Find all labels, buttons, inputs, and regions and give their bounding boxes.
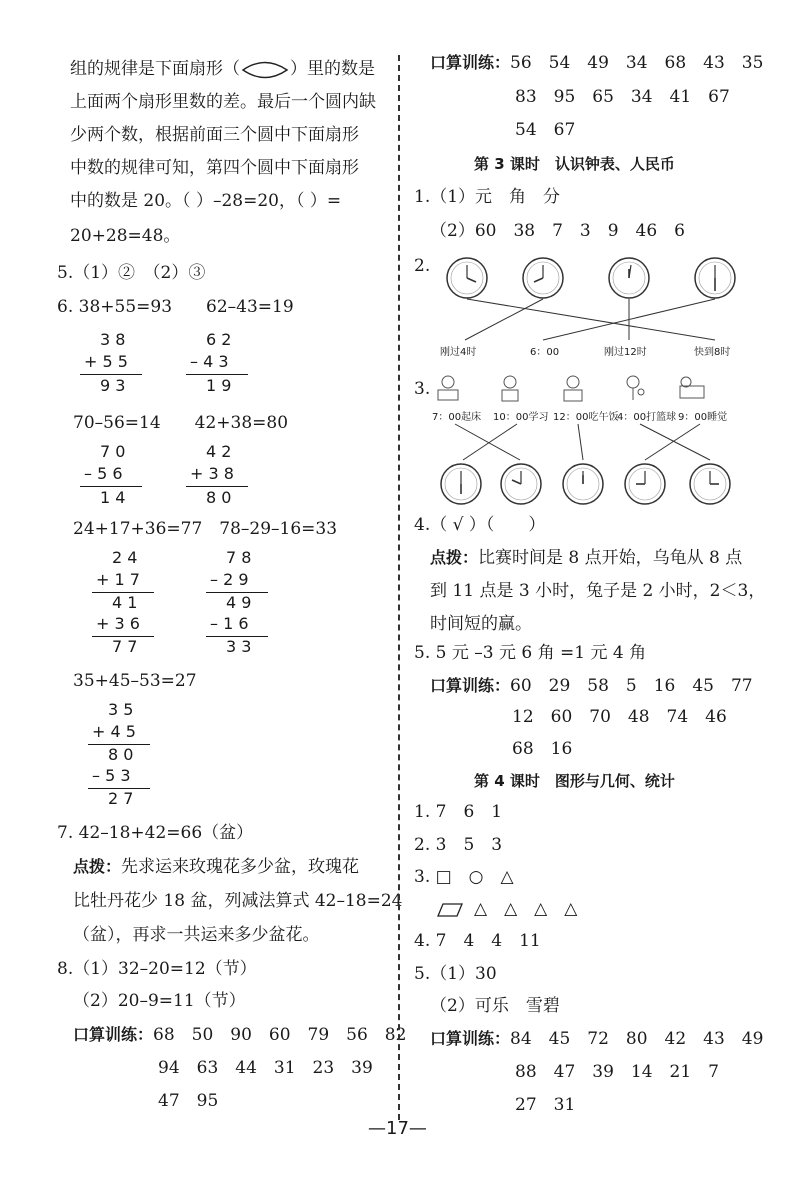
answer-6-title: 6. 38+55=93 62–43=19 bbox=[57, 297, 294, 317]
lesson-3-heading: 第 3 课时 认识钟表、人民币 bbox=[474, 155, 675, 173]
person-studying-icon bbox=[502, 376, 518, 401]
q3-clock-matching bbox=[425, 422, 745, 512]
vertical-calc-2: 6 2 – 4 3 1 9 bbox=[186, 330, 256, 400]
fan-shape-icon bbox=[240, 59, 290, 81]
vertical-calc-7: 3 5 + 4 5 8 0 – 5 3 2 7 bbox=[88, 700, 158, 810]
para-line-3: 少两个数，根据前面三个圆中下面扇形 bbox=[70, 125, 359, 145]
answer-8-1: 8.（1）32–20=12（节） bbox=[57, 959, 257, 979]
person-eating-icon bbox=[564, 376, 582, 401]
clock-icon bbox=[523, 258, 563, 298]
r-answer-2-num: 2. bbox=[414, 256, 431, 276]
r-answer-4: 4.（ √ ）（ ） bbox=[414, 515, 546, 535]
clock-icon bbox=[625, 464, 665, 504]
column-divider bbox=[398, 55, 400, 1120]
g-answer-1: 1. 7 6 1 bbox=[414, 802, 503, 822]
vertical-calc-1: 3 8 + 5 5 9 3 bbox=[80, 330, 150, 400]
clock-icon bbox=[447, 258, 487, 298]
g-answer-4: 4. 7 4 4 11 bbox=[414, 931, 541, 951]
oral-bot-line-2: 88 47 39 14 21 7 bbox=[515, 1062, 719, 1082]
r-answer-1-2: （2）60 38 7 3 9 46 6 bbox=[430, 221, 685, 241]
answer-8-2: （2）20–9=11（节） bbox=[73, 991, 246, 1011]
oral-left-line-2: 94 63 44 31 23 39 bbox=[158, 1058, 373, 1078]
answer-5: 5.（1）② （2）③ bbox=[57, 263, 206, 283]
tip-label: 点拨： bbox=[73, 857, 122, 876]
g-answer-5-1: 5.（1）30 bbox=[414, 964, 497, 984]
page-number: —17— bbox=[368, 1118, 427, 1139]
oral-left-line-3: 47 95 bbox=[158, 1091, 219, 1111]
g-answer-3: 3. □ ○ △ bbox=[414, 867, 514, 887]
oral-mid-line-2: 12 60 70 48 74 46 bbox=[512, 707, 727, 727]
g-answer-2: 2. 3 5 3 bbox=[414, 835, 503, 855]
q3-label-1: 7：00起床 bbox=[432, 412, 482, 423]
r-answer-4-tip-line-3: 时间短的赢。 bbox=[430, 614, 532, 634]
person-waking-icon bbox=[438, 376, 458, 400]
clock-icon bbox=[501, 464, 541, 504]
oral-training-left: 口算训练：68 50 90 60 79 56 82 bbox=[73, 1025, 407, 1045]
person-sleeping-icon bbox=[680, 377, 704, 398]
vertical-calc-3: 7 0 – 5 6 1 4 bbox=[80, 442, 150, 512]
answer-7-tip-line-2: 比牡丹花少 18 盆，列减法算式 42–18=24 bbox=[73, 891, 403, 911]
clock-icon bbox=[563, 464, 603, 504]
q3-label-4: 4：00打篮球 bbox=[617, 412, 677, 423]
lesson-4-heading: 第 4 课时 图形与几何、统计 bbox=[474, 772, 675, 790]
answer-7-tip-line-3: （盆），再求一共运来多少盆花。 bbox=[73, 925, 320, 945]
r-answer-4-tip-line-2: 到 11 点是 3 小时，兔子是 2 小时，2＜3， bbox=[430, 581, 766, 601]
q3-label-2: 10：00学习 bbox=[493, 412, 549, 423]
answer-6-line-3: 24+17+36=77 78–29–16=33 bbox=[73, 519, 338, 539]
answer-7: 7. 42–18+42=66（盆） bbox=[57, 823, 254, 843]
r-answer-4-tip-line-1: 点拨：比赛时间是 8 点开始，乌龟从 8 点 bbox=[430, 548, 743, 568]
oral-label: 口算训练： bbox=[73, 1025, 154, 1044]
oral-top-line-2: 83 95 65 34 41 67 bbox=[515, 87, 730, 107]
q2-label-4: 快到8时 bbox=[694, 347, 731, 358]
clock-icon bbox=[609, 258, 649, 298]
oral-bot-line-3: 27 31 bbox=[515, 1095, 576, 1115]
g-answer-3b: △ △ △ △ bbox=[436, 898, 577, 920]
q2-label-1: 刚过4时 bbox=[440, 347, 477, 358]
clock-icon bbox=[441, 464, 481, 504]
para-line-2: 上面两个扇形里数的差。最后一个圆内缺 bbox=[70, 92, 376, 112]
para-line-1: 组的规律是下面扇形（ ）里的数是 bbox=[70, 59, 375, 79]
answer-6-line-2: 70–56=14 42+38=80 bbox=[73, 413, 289, 433]
para-line-6: 20+28=48。 bbox=[70, 226, 181, 246]
oral-mid-line-3: 68 16 bbox=[512, 739, 573, 759]
vertical-calc-5: 2 4 + 1 7 4 1 + 3 6 7 7 bbox=[92, 548, 162, 658]
q3-label-5: 9：00睡觉 bbox=[678, 412, 728, 423]
r-answer-5: 5. 5 元 –3 元 6 角 =1 元 4 角 bbox=[414, 643, 647, 663]
q3-label-3: 12：00吃午饭 bbox=[553, 412, 619, 423]
oral-training-top: 口算训练：56 54 49 34 68 43 35 bbox=[430, 53, 764, 73]
para-line-4: 中数的规律可知，第四个圆中下面扇形 bbox=[70, 158, 359, 178]
answer-7-tip-line-1: 点拨：先求运来玫瑰花多少盆，玫瑰花 bbox=[73, 857, 360, 877]
person-basketball-icon bbox=[627, 376, 644, 400]
oral-training-bottom: 口算训练：84 45 72 80 42 43 49 bbox=[430, 1029, 764, 1049]
r-answer-3-num: 3. bbox=[414, 379, 431, 399]
g-answer-5-2: （2）可乐 雪碧 bbox=[430, 996, 560, 1016]
q2-label-3: 刚过12时 bbox=[604, 347, 647, 358]
q3-activity-pictures bbox=[430, 372, 730, 404]
vertical-calc-4: 4 2 + 3 8 8 0 bbox=[186, 442, 256, 512]
para-line-5: 中的数是 20。（ ）–28=20，（ ）= bbox=[70, 191, 342, 211]
vertical-calc-6: 7 8 – 2 9 4 9 – 1 6 3 3 bbox=[206, 548, 276, 658]
parallelogram-icon bbox=[436, 902, 464, 918]
q2-clock-matching bbox=[425, 252, 755, 357]
q2-label-2: 6：00 bbox=[530, 347, 560, 358]
clock-icon bbox=[695, 258, 735, 298]
r-answer-1-1: 1.（1）元 角 分 bbox=[414, 187, 561, 207]
answer-6-line-4: 35+45–53=27 bbox=[73, 671, 197, 691]
oral-training-mid: 口算训练：60 29 58 5 16 45 77 bbox=[430, 676, 753, 696]
oral-top-line-3: 54 67 bbox=[515, 120, 576, 140]
clock-icon bbox=[690, 464, 730, 504]
